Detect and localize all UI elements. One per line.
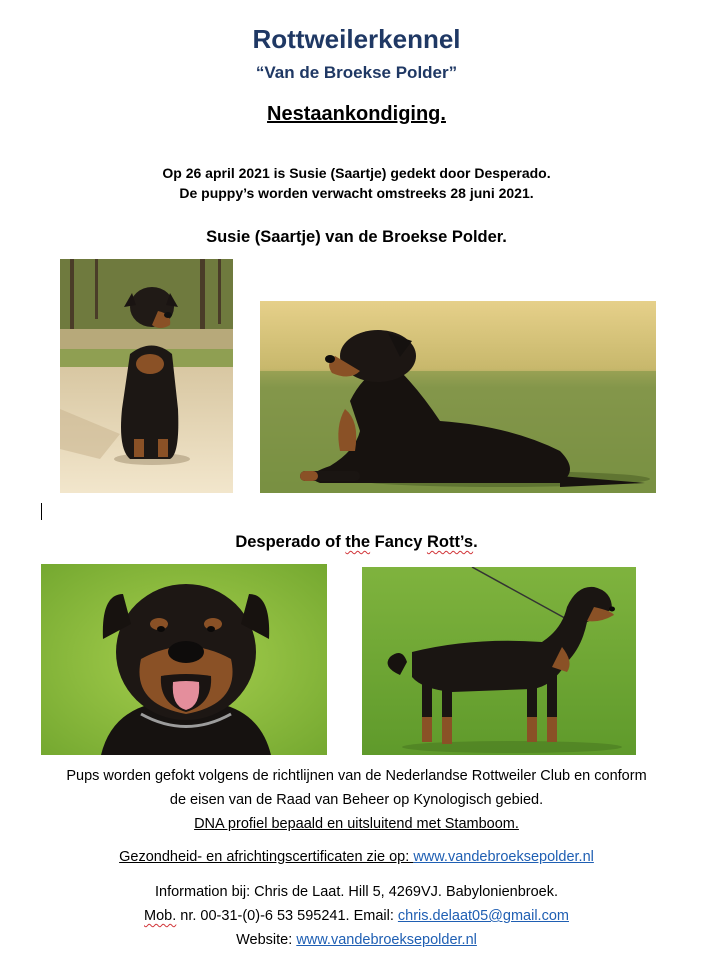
info-line-2: de eisen van de Raad van Beheer op Kynologisch gebied.: [169, 792, 544, 808]
kennel-title: Rottweilerkennel: [252, 24, 461, 54]
health-certificates-line: [0, 845, 713, 869]
contact-block: [0, 880, 713, 952]
website-label: Website:: [236, 932, 297, 948]
info-line-1: Pups worden gefokt volgens de richtlijnen van de Nederlandse Rottweiler Club en conform: [66, 768, 647, 784]
health-text: Gezondheid- en africhtingscertificaten zie op:: [119, 849, 414, 865]
sire-name-part-2: Fancy: [370, 533, 427, 551]
website-link[interactable]: www.vandebroeksepolder.nl: [296, 932, 477, 948]
dam-name: Susie (Saartje) van de Broekse Polder.: [206, 228, 507, 246]
spellcheck-word-the: the: [345, 533, 371, 551]
sire-name-part-1: Desperado of: [235, 533, 346, 551]
intro-line-1: Op 26 april 2021 is Susie (Saartje) gedekt door Desperado.: [162, 165, 551, 181]
announcement-heading: Nestaankondiging.: [267, 103, 446, 125]
rottweiler-sitting-photo: [60, 259, 233, 493]
rottweiler-head-photo: [41, 564, 327, 755]
spellcheck-word-rotts: Rott’s: [426, 533, 474, 551]
rottweiler-lying-photo: [260, 301, 656, 493]
health-website-link[interactable]: www.vandebroeksepolder.nl: [413, 849, 594, 865]
contact-address: Information bij: Chris de Laat. Hill 5, 4269VJ. Babylonienbroek.: [155, 884, 558, 900]
info-paragraph: [0, 764, 713, 836]
spellcheck-word-mob: Mob.: [144, 908, 177, 924]
contact-phone: nr. 00-31-(0)-6 53 595241. Email:: [176, 908, 398, 924]
contact-phone-email: [0, 904, 713, 928]
email-link[interactable]: chris.delaat05@gmail.com: [397, 908, 569, 924]
text-cursor: [41, 503, 42, 520]
kennel-subtitle: “Van de Broekse Polder”: [255, 63, 458, 82]
info-line-3: DNA profiel bepaald en uitsluitend met Stamboom.: [194, 816, 519, 832]
rottweiler-standing-photo: [362, 567, 636, 755]
intro-line-2: De puppy’s worden verwacht omstreeks 28 juni 2021.: [179, 185, 534, 201]
contact-website: [0, 928, 713, 952]
sire-name-part-3: .: [473, 533, 478, 551]
intro-text: [0, 163, 713, 203]
sire-name: [0, 533, 713, 552]
